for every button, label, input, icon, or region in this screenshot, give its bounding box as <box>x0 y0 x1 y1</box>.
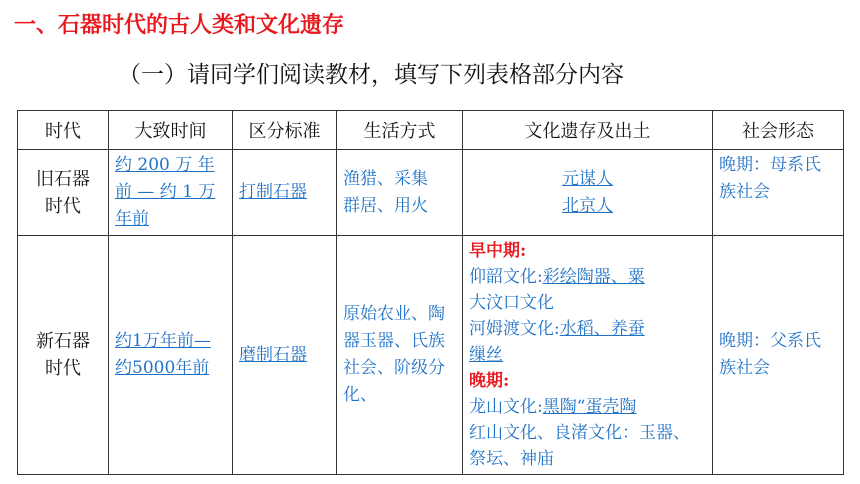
longshan-line <box>469 394 706 420</box>
header-time: 大致时间 <box>109 111 233 150</box>
time-answer: 约 200 万 年前 — 约 1 万年前 <box>115 155 216 229</box>
time-cell <box>109 150 233 236</box>
yangshao-line <box>469 264 706 290</box>
header-remains: 文化遗存及出土 <box>463 111 713 150</box>
header-era: 时代 <box>18 111 109 150</box>
culture-name: 红山文化、良渚文化：玉器、祭坛、神庙 <box>469 423 690 469</box>
section-title: 一、石器时代的古人类和文化遗存 <box>14 13 345 38</box>
society-answer: 晚期：母系氏族社会 <box>719 155 821 202</box>
era-cell <box>18 236 109 475</box>
lifestyle-answer: 原始农业、陶器玉器、氏族社会、阶级分化、 <box>343 304 445 405</box>
standard-answer: 磨制石器 <box>239 344 307 365</box>
time-answer: 约1万年前—约5000年前 <box>115 331 211 378</box>
era-label: 旧石器 <box>36 168 90 190</box>
late-label: 晚期: <box>469 371 510 391</box>
time-cell <box>109 236 233 475</box>
header-society: 社会形态 <box>713 111 844 150</box>
standard-cell <box>233 150 337 236</box>
hemudu-line <box>469 316 706 342</box>
culture-name: 龙山文化: <box>469 397 543 417</box>
early-mid-label: 早中期: <box>469 241 527 261</box>
culture-artifact: 缫丝 <box>469 345 503 365</box>
table-header-row <box>18 111 844 150</box>
table-row-paleolithic <box>18 150 844 236</box>
culture-artifact: 黑陶“蛋壳陶 <box>542 397 637 417</box>
lifestyle-cell <box>337 236 463 475</box>
stone-age-table <box>17 110 844 475</box>
culture-name: 河姆渡文化: <box>469 319 560 339</box>
culture-artifact: 粟 <box>627 267 645 287</box>
table-row-neolithic <box>18 236 844 475</box>
era-cell <box>18 150 109 236</box>
lifestyle-cell <box>337 150 463 236</box>
header-standard: 区分标准 <box>233 111 337 150</box>
standard-answer: 打制石器 <box>239 182 307 202</box>
era-label: 时代 <box>45 358 81 379</box>
society-answer: 晚期：父系氏族社会 <box>719 331 821 378</box>
remains-cell <box>463 236 713 475</box>
header-lifestyle: 生活方式 <box>337 111 463 150</box>
culture-artifact: 水稻、养蚕 <box>559 319 645 339</box>
standard-cell <box>233 236 337 475</box>
remains-answer: 元谋人 <box>562 168 613 189</box>
society-cell <box>713 236 844 475</box>
culture-name: 大汶口文化 <box>469 293 554 313</box>
remains-cell <box>463 150 713 236</box>
lifestyle-answer: 渔猎、采集 <box>343 168 428 189</box>
remains-answer: 北京人 <box>562 195 613 216</box>
society-cell <box>713 150 844 236</box>
era-label: 时代 <box>45 195 81 217</box>
culture-artifact: 彩绘陶器、 <box>542 267 628 287</box>
culture-name: 仰韶文化: <box>469 267 543 287</box>
instruction-subtitle: （一）请同学们阅读教材，填写下列表格部分内容 <box>118 62 624 88</box>
era-label: 新石器 <box>36 331 90 352</box>
lifestyle-answer: 群居、用火 <box>343 195 428 216</box>
